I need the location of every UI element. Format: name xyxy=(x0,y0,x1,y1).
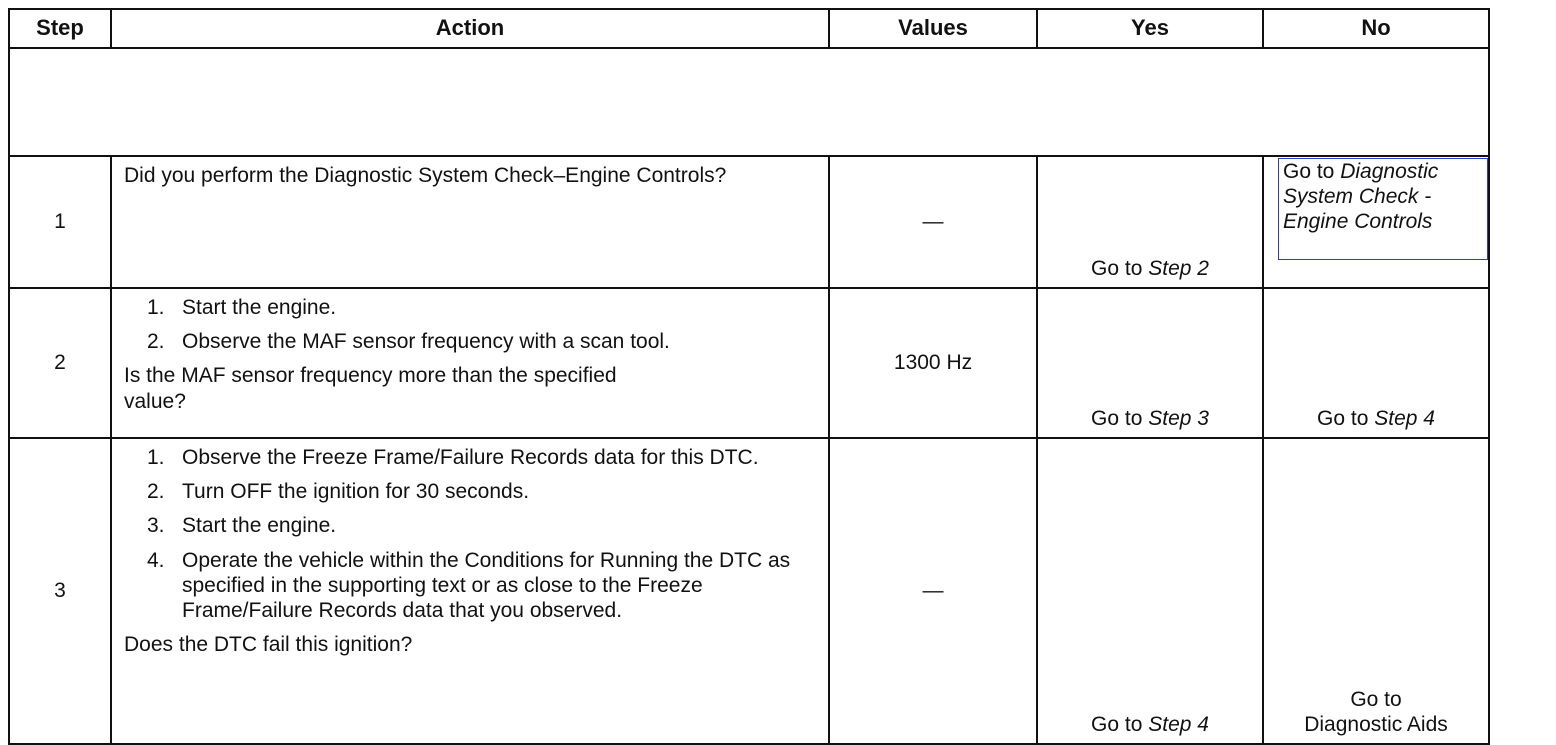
action-question: Is the MAF sensor frequency more than the specified value? xyxy=(124,364,617,413)
action-item-number: 1. xyxy=(147,296,165,319)
yes-cell xyxy=(1037,156,1263,288)
blank-cell xyxy=(9,48,1489,156)
step-number: 3 xyxy=(9,438,111,744)
step-number: 2 xyxy=(9,288,111,438)
action-item xyxy=(122,329,816,354)
no-link[interactable] xyxy=(1264,406,1488,431)
action-list xyxy=(122,295,816,354)
action-cell xyxy=(111,156,829,288)
no-link-box[interactable] xyxy=(1278,158,1488,260)
no-link[interactable] xyxy=(1264,687,1488,737)
action-item-text: Start the engine. xyxy=(182,296,337,319)
yes-prefix: Go to xyxy=(1091,256,1149,280)
header-action: Action xyxy=(111,9,829,48)
action-item-text: Observe the Freeze Frame/Failure Records data for this DTC. xyxy=(182,446,759,469)
header-no: No xyxy=(1263,9,1489,48)
no-target: Step 4 xyxy=(1374,406,1435,430)
yes-link[interactable] xyxy=(1038,406,1262,431)
yes-cell xyxy=(1037,438,1263,744)
yes-cell xyxy=(1037,288,1263,438)
table-row-step-2 xyxy=(9,288,1489,438)
action-item-number: 2. xyxy=(147,330,165,354)
action-item-text: Operate the vehicle within the Conditions for Running the DTC as specified in the supporting text or as close to the Freeze Frame/Failure Records data that you observed. xyxy=(182,548,791,622)
header-values: Values xyxy=(829,9,1037,48)
action-item-text: Start the engine. xyxy=(182,514,337,538)
table-row-step-1 xyxy=(9,156,1489,288)
no-target: Diagnostic System Check - Engine Controls xyxy=(1283,160,1439,234)
action-item-number: 2. xyxy=(147,480,165,504)
step-number: 1 xyxy=(9,156,111,288)
action-item xyxy=(122,295,816,320)
header-yes: Yes xyxy=(1037,9,1263,48)
action-item xyxy=(122,445,816,470)
action-item-text: Observe the MAF sensor frequency with a scan tool. xyxy=(182,330,670,354)
action-item xyxy=(122,479,816,504)
action-item xyxy=(122,548,816,624)
action-item-number: 4. xyxy=(147,548,165,572)
no-line-2: Diagnostic Aids xyxy=(1304,712,1448,736)
header-step: Step xyxy=(9,9,111,48)
no-line-1: Go to xyxy=(1350,687,1402,711)
action-item-number: 1. xyxy=(147,446,165,469)
value-cell: — xyxy=(829,438,1037,744)
action-cell xyxy=(111,438,829,744)
action-question: Does the DTC fail this ignition? xyxy=(124,633,413,657)
action-question: Did you perform the Diagnostic System Check–Engine Controls? xyxy=(124,164,727,187)
yes-target: Step 2 xyxy=(1148,256,1209,280)
no-cell xyxy=(1263,438,1489,744)
header-row xyxy=(9,9,1489,48)
diagnostic-page xyxy=(8,8,1488,736)
diagnostic-table xyxy=(8,8,1490,745)
yes-link[interactable] xyxy=(1038,712,1262,737)
value-cell: — xyxy=(829,156,1037,288)
table-row-step-3 xyxy=(9,438,1489,744)
yes-link[interactable] xyxy=(1038,256,1262,281)
action-cell xyxy=(111,288,829,438)
action-item-number: 3. xyxy=(147,514,165,538)
action-item-text: Turn OFF the ignition for 30 seconds. xyxy=(182,480,530,504)
blank-row xyxy=(9,48,1489,156)
no-cell xyxy=(1263,156,1489,288)
no-prefix: Go to xyxy=(1317,406,1375,430)
action-item xyxy=(122,513,816,538)
action-list xyxy=(122,445,816,623)
yes-target: Step 4 xyxy=(1148,712,1209,736)
no-cell xyxy=(1263,288,1489,438)
yes-target: Step 3 xyxy=(1148,406,1209,430)
value-cell: 1300 Hz xyxy=(829,288,1037,438)
no-prefix: Go to xyxy=(1283,160,1341,183)
yes-prefix: Go to xyxy=(1091,712,1149,736)
yes-prefix: Go to xyxy=(1091,406,1149,430)
